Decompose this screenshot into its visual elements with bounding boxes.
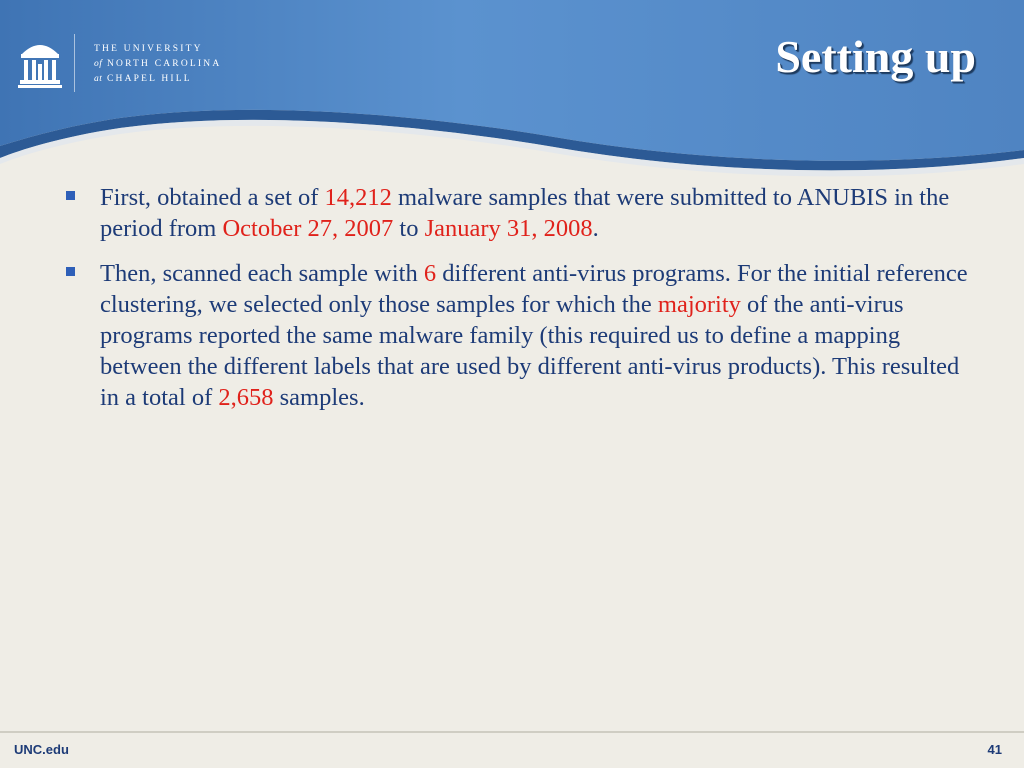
logo-line-3: at CHAPEL HILL: [94, 74, 192, 84]
logo-text: [94, 42, 221, 87]
bullet-item-1: [64, 182, 974, 244]
bullet-square-icon: [66, 267, 75, 276]
page-number: 41: [987, 742, 1002, 757]
logo-divider: [74, 34, 75, 92]
university-logo[interactable]: [18, 34, 228, 94]
old-well-icon: [18, 36, 62, 90]
bullet-list: [64, 182, 974, 427]
bullet-text-1: First, obtained a set of 14,212 malware samples that were submitted to ANUBIS in the period from October 27, 2007 to January 31, 2008.: [100, 184, 950, 242]
footer-site-label[interactable]: UNC.edu: [14, 742, 69, 757]
logo-line-1: THE UNIVERSITY: [94, 44, 203, 54]
bullet-text-2: Then, scanned each sample with 6 different anti-virus programs. For the initial reference clustering, we selected only those samples for which the majority of the anti-virus programs reported the same malware family (this required us to define a mapping between the different labels that are used by different anti-virus products). This resulted in a total of 2,658 samples.: [100, 260, 968, 411]
bullet-item-2: [64, 258, 974, 413]
bullet-square-icon: [66, 191, 75, 200]
logo-line-2: of NORTH CAROLINA: [94, 59, 222, 69]
slide-title: Setting up: [775, 31, 976, 82]
footer-divider: [0, 731, 1024, 733]
